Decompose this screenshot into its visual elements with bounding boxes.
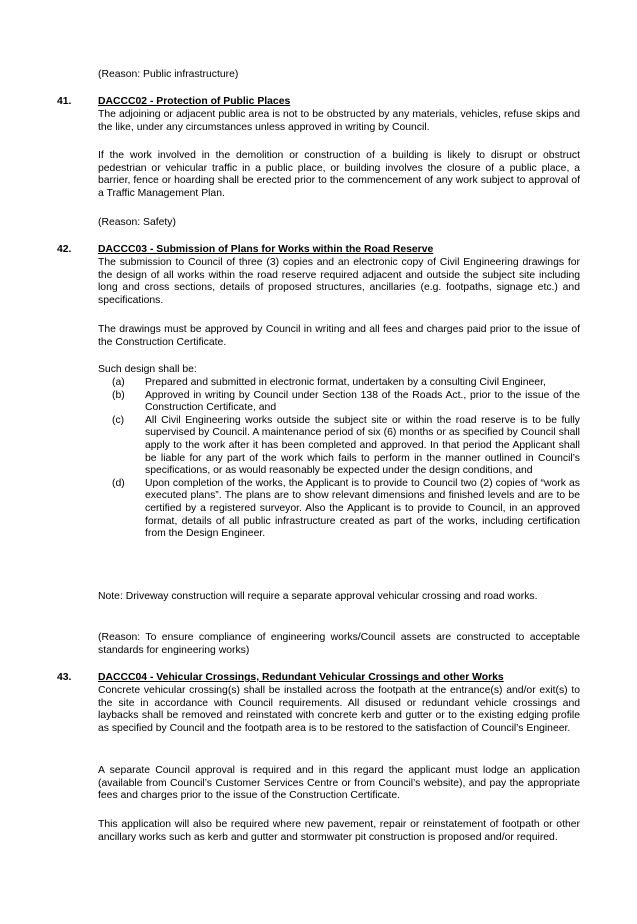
reason-public-infrastructure: (Reason: Public infrastructure) (98, 69, 239, 80)
list-item-label: (c) (112, 414, 125, 426)
list-item-text: Approved in writing by Council under Section 138 of the Roads Act., prior to the issue of the Construction Certificate, and (145, 389, 580, 414)
condition-41-number: 41. (57, 96, 72, 107)
condition-42-title: DACCC03 - Submission of Plans for Works within the Road Reserve (98, 244, 434, 255)
list-item-text: All Civil Engineering works outside the subject site or within the road reserve is to be fully supervised by Council. A maintenance period of six (6) months or as specified by Council shall apply to the work after it has been completed and approved. In that period the Applicant shall be liable for any part of the work which fails to perform in the manner outlined in Council’s specifications, or as would reasonably be expected under the design conditions, and (145, 414, 580, 477)
list-item-label: (a) (112, 377, 125, 388)
list-item-text: Upon completion of the works, the Applicant is to provide to Council two (2) copies of “work as executed plans”. The plans are to show relevant dimensions and finished levels and are to be certified by a registered surveyor. Also the Applicant is to provide to Council, in an approved format, details of all public infrastructure created as part of the works, including certification from the Design Engineer. (145, 477, 580, 540)
list-item (98, 390, 580, 415)
condition-42-list-intro: Such design shall be: (98, 364, 197, 375)
condition-43-paragraph-3: This application will also be required where new pavement, repair or reinstatement of footpath or other ancillary works such as kerb and gutter and stormwater pit construction is proposed and/or required. (98, 819, 580, 843)
list-item-label: (b) (112, 389, 125, 401)
list-item (98, 415, 580, 478)
list-item (98, 377, 580, 390)
condition-41-reason: (Reason: Safety) (98, 217, 176, 228)
list-item-label: (d) (112, 477, 125, 489)
list-item-text: Prepared and submitted in electronic format, undertaken by a consulting Civil Engineer, (145, 377, 546, 388)
condition-43-number: 43. (57, 672, 72, 683)
condition-43-title: DACCC04 - Vehicular Crossings, Redundant Vehicular Crossings and other Works (98, 672, 504, 683)
condition-41-paragraph-1: The adjoining or adjacent public area is not to be obstructed by any materials, vehicles, refuse skips and the like, under any circumstances unless approved in writing by Council. (98, 109, 580, 133)
condition-43-paragraph-2: A separate Council approval is required and in this regard the applicant must lodge an application (available from Council’s Customer Services Centre or from Council’s website), and pay the appropriate fees and charges prior to the issue of the Construction Certificate. (98, 765, 580, 802)
condition-42-reason: (Reason: To ensure compliance of engineering works/Council assets are constructed to acceptable standards for engineering works) (98, 632, 580, 656)
condition-41-title: DACCC02 - Protection of Public Places (98, 96, 291, 107)
condition-42-number: 42. (57, 244, 72, 255)
list-item (98, 478, 580, 541)
condition-42-note: Note: Driveway construction will require a separate approval vehicular crossing and road works. (98, 591, 538, 602)
condition-42-paragraph-1: The submission to Council of three (3) copies and an electronic copy of Civil Engineering drawings for the design of all works within the road reserve required adjacent and outside the subject site including long and cross sections, details of proposed structures, ancillaries (e.g. footpaths, signage etc.) and specifications. (98, 257, 580, 306)
condition-43-paragraph-1: Concrete vehicular crossing(s) shall be installed across the footpath at the entrance(s) and/or exit(s) to the site in accordance with Council requirements. All disused or redundant vehicle crossings and laybacks shall be removed and reinstated with concrete kerb and gutter or to the existing edging profile as specified by Council and the footpath area is to be restored to the satisfaction of Council’s Engineer. (98, 685, 580, 734)
condition-42-paragraph-2: The drawings must be approved by Council in writing and all fees and charges paid prior to the issue of the Construction Certificate. (98, 324, 580, 348)
condition-41-paragraph-2: If the work involved in the demolition or construction of a building is likely to disrupt or obstruct pedestrian or vehicular traffic in a public place, or building involves the closure of a public place, a barrier, fence or hoarding shall be erected prior to the commencement of any work subject to approval of a Traffic Management Plan. (98, 150, 580, 199)
condition-42-design-list (98, 377, 580, 541)
